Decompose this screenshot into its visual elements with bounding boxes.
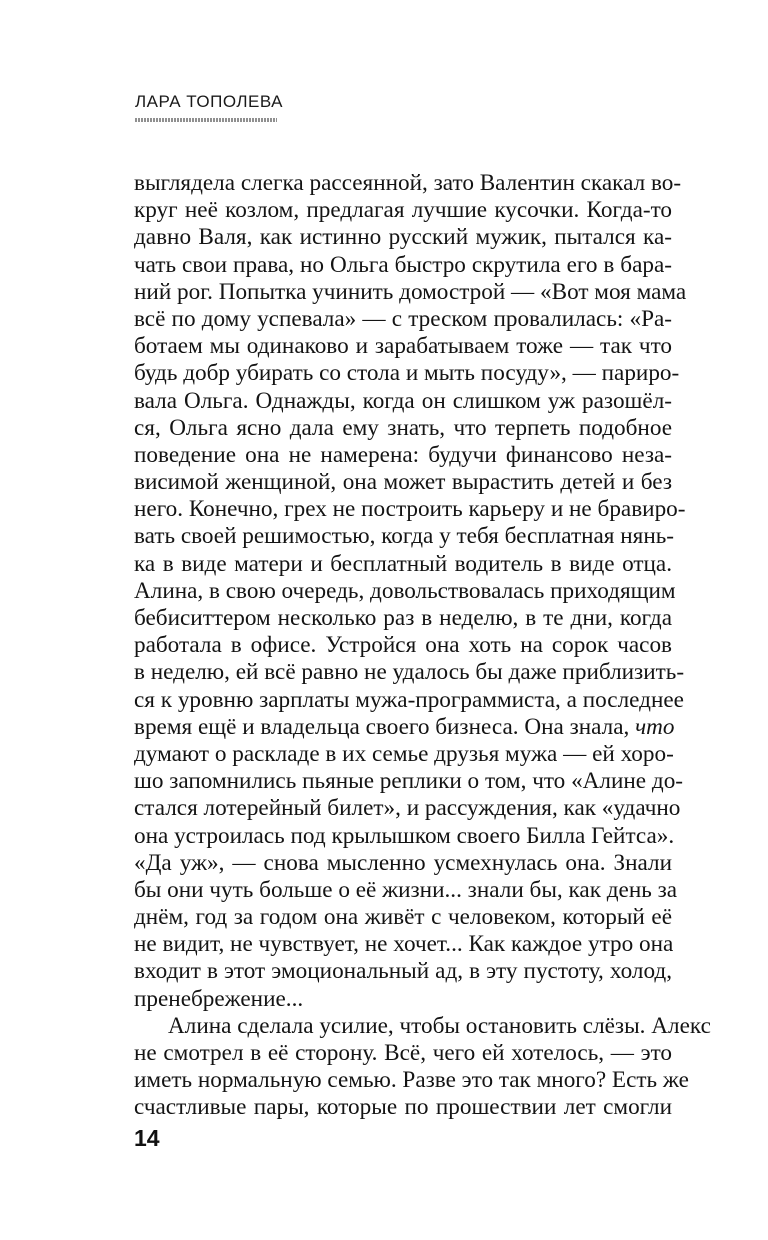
- text-line: круг неё козлом, предлагая лучшие кусочки. Когда-то: [134, 197, 672, 224]
- running-head-ornament: [135, 118, 277, 122]
- text-line: ся к уровню зарплаты мужа-программиста, а последнее: [134, 686, 684, 713]
- text-line: Алина, в свою очередь, довольствовалась приходящим: [134, 577, 676, 604]
- text-line: не видит, не чувствует, не хочет... Как каждое утро она: [134, 931, 674, 958]
- page-number: 14: [134, 1125, 160, 1151]
- text-line: висимой женщиной, она может вырастить детей и без: [134, 469, 672, 496]
- text-line: вала Ольга. Однажды, когда он слишком уж разошёл-: [134, 387, 672, 414]
- text-line: всё по дому успевала» — с треском провалилась: «Ра-: [134, 305, 672, 332]
- body-text: [134, 170, 711, 1122]
- text-line: чать свои права, но Ольга быстро скрутила его в бара-: [134, 251, 672, 278]
- text-line: пренебрежение...: [134, 985, 304, 1012]
- text-line: работала в офисе. Устройся она хоть на сорок часов: [134, 632, 672, 659]
- text-line: не смотрел в её сторону. Всё, чего ей хотелось, — это: [134, 1040, 672, 1066]
- text-line: бебиситтером несколько раз в неделю, в те дни, когда: [134, 605, 672, 631]
- text-line: счастливые пары, которые по прошествии лет смогли: [134, 1094, 672, 1121]
- text-line: ний рог. Попытка учинить домострой — «Вот моя мама: [134, 278, 687, 305]
- text-line: вать своей решимостью, когда у тебя бесплатная нянь-: [134, 523, 675, 550]
- text-line-with-italic: [134, 713, 675, 741]
- text-line: она устроилась под крылышком своего Билла Гейтса».: [134, 822, 675, 849]
- text-line: него. Конечно, грех не построить карьеру и не бравиро-: [134, 496, 686, 523]
- text-line: поведение она не намерена: будучи финансово неза-: [134, 441, 672, 468]
- text-line: бы они чуть больше о её жизни... знали бы, как день за: [134, 876, 678, 903]
- text-line-indented: Алина сделала усилие, чтобы остановить слёзы. Алекс: [168, 1012, 711, 1039]
- text-line: ботаем мы одинаково и зарабатываем тоже — так что: [134, 333, 672, 360]
- text-line: думают о раскладе в их семье друзья мужа — ей хоро-: [134, 740, 674, 767]
- text-line: входит в этот эмоциональный ад, в эту пустоту, холод,: [134, 958, 672, 985]
- text-line: «Да уж», — снова мысленно усмехнулась она. Знали: [134, 849, 672, 876]
- running-head: ЛАРА ТОПОЛЕВА: [135, 92, 283, 111]
- italic-word: что: [635, 713, 675, 740]
- text-run: время ещё и владельца своего бизнеса. Она знала,: [134, 713, 636, 740]
- text-line: днём, год за годом она живёт с человеком, который её: [134, 904, 672, 931]
- text-line: шо запомнились пьяные реплики о том, что «Алине до-: [134, 768, 684, 795]
- text-line: стался лотерейный билет», и рассуждения, как «удачно: [134, 795, 681, 822]
- text-line: давно Валя, как истинно русский мужик, пытался ка-: [134, 224, 672, 251]
- text-line: в неделю, ей всё равно не удалось бы даже приблизить-: [134, 659, 685, 686]
- text-line: выглядела слегка рассеянной, зато Валентин скакал во-: [134, 170, 682, 196]
- text-line: ся, Ольга ясно дала ему знать, что терпеть подобное: [134, 414, 672, 441]
- text-line: ка в виде матери и бесплатный водитель в виде отца.: [134, 550, 672, 577]
- text-line: иметь нормальную семью. Разве это так много? Есть же: [134, 1067, 689, 1094]
- text-line: будь добр убирать со стола и мыть посуду», — париро-: [134, 360, 680, 387]
